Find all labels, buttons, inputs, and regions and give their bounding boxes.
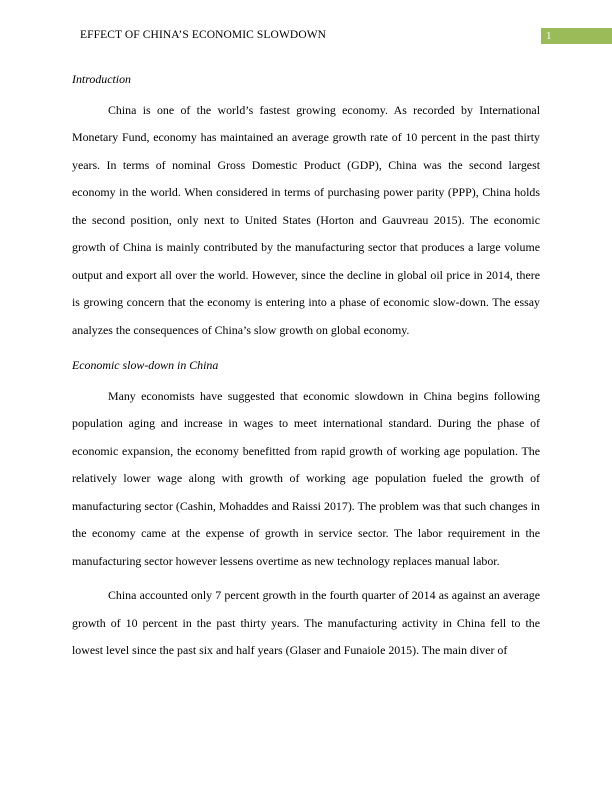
section-heading-economic-slowdown: Economic slow-down in China bbox=[72, 358, 219, 372]
paragraph-slowdown-causes: Many economists have suggested that economic slowdown in China begins following population aging and increase in wages to meet international standard. During the phase of economic expansion, the economy benefitted from rapid growth of working age population. The relatively lower wage along with growth of working age population fueled the growth of manufacturing sector (Cashin, Mohaddes and Raissi 2017). The problem was that such changes in the economy came at the expense of growth in service sector. The labor requirement in the manufacturing sector however lessens overtime as new technology replaces manual labor. bbox=[72, 388, 540, 568]
document-body bbox=[72, 65, 540, 672]
paragraph-slowdown-growth: China accounted only 7 percent growth in the fourth quarter of 2014 as against an average growth of 10 percent in the past thirty years. The manufacturing activity in China fell to the lowest level since the past six and half years (Glaser and Funaiole 2015). The main diver of bbox=[72, 588, 540, 657]
paragraph-introduction: China is one of the world’s fastest growing economy. As recorded by International Monetary Fund, economy has maintained an average growth rate of 10 percent in the past thirty years. In terms of nominal Gross Domestic Product (GDP), China was the second largest economy in the world. When considered in terms of purchasing power parity (PPP), China holds the second position, only next to United States (Horton and Gauvreau 2015). The economic growth of China is mainly contributed by the manufacturing sector that produces a large volume output and export all over the world. However, since the decline in global oil price in 2014, there is growing concern that the economy is entering into a phase of economic slow-down. The essay analyzes the consequences of China’s slow growth on global economy. bbox=[72, 102, 540, 337]
page-number: 1 bbox=[541, 28, 612, 44]
section-heading-introduction: Introduction bbox=[72, 72, 132, 86]
running-head: EFFECT OF CHINA’S ECONOMIC SLOWDOWN bbox=[80, 29, 327, 41]
